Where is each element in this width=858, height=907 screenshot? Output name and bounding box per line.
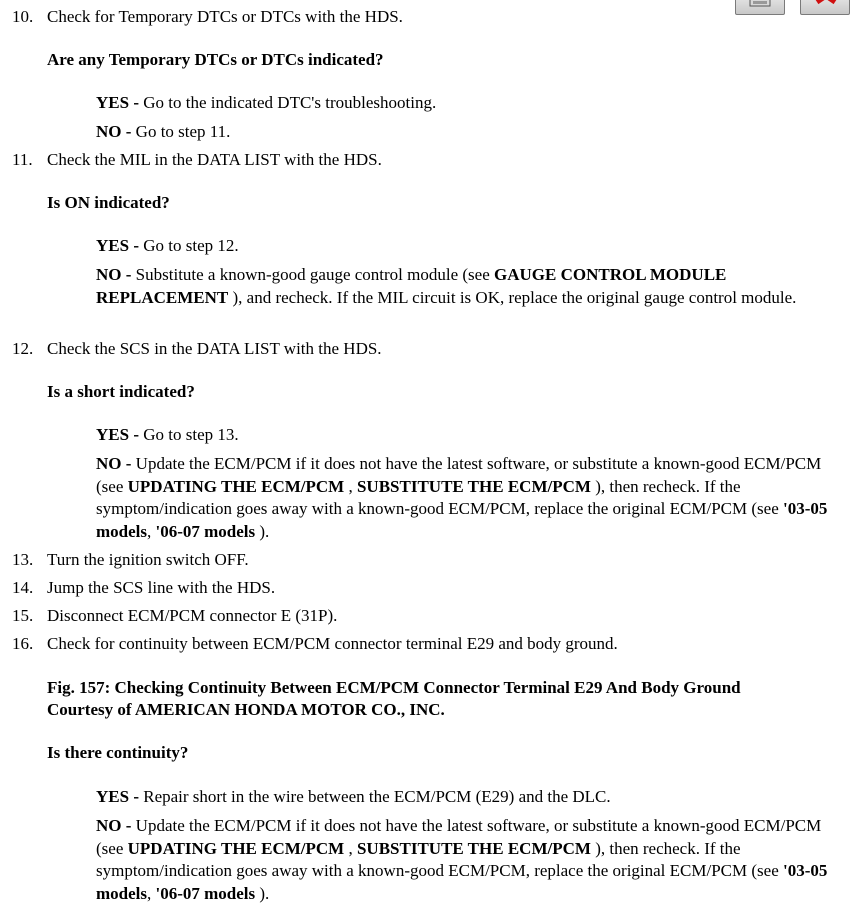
step-text: Jump the SCS line with the HDS.: [47, 578, 276, 597]
no-answer: NO - Go to step 11.: [96, 122, 231, 141]
step-question: Is ON indicated?: [47, 193, 170, 212]
figure-caption: Fig. 157: Checking Continuity Between ECM/PCM Connector Terminal E29 And Body Ground: [47, 678, 741, 697]
step-question: Is there continuity?: [47, 743, 189, 762]
figure-credit: Courtesy of AMERICAN HONDA MOTOR CO., INC.: [47, 700, 445, 719]
step-question: Are any Temporary DTCs or DTCs indicated?: [47, 50, 384, 69]
yes-answer: YES - Go to step 12.: [96, 236, 239, 255]
models-0607-link[interactable]: '06-07 models: [155, 521, 256, 541]
step-text: Check the SCS in the DATA LIST with the HDS.: [47, 339, 382, 358]
substitute-ecm-link[interactable]: SUBSTITUTE THE ECM/PCM: [356, 476, 591, 496]
updating-ecm-link[interactable]: UPDATING THE ECM/PCM: [127, 476, 345, 496]
no-answer: NO - Update the ECM/PCM if it does not have the latest software, or substitute a known-good ECM/PCM (see UPDATING THE ECM/PCM , SUBSTITUTE THE ECM/PCM ), then recheck. If the symptom/indication goes away with a known-good ECM/PCM, replace the original ECM/PCM (see '03-05 models, '06-07 models ).: [96, 816, 828, 903]
models-0607-link[interactable]: '06-07 models: [155, 883, 256, 903]
print-icon: [736, 0, 786, 16]
close-icon: [801, 0, 851, 16]
step-number: 13.: [12, 550, 34, 569]
step-text: Check the MIL in the DATA LIST with the HDS.: [47, 150, 382, 169]
updating-ecm-link[interactable]: UPDATING THE ECM/PCM: [127, 838, 345, 858]
gauge-module-link[interactable]: GAUGE CONTROL MODULE REPLACEMENT: [96, 265, 727, 307]
no-answer: NO - Update the ECM/PCM if it does not have the latest software, or substitute a known-good ECM/PCM (see UPDATING THE ECM/PCM , SUBSTITUTE THE ECM/PCM ), then recheck. If the symptom/indication goes away with a known-good ECM/PCM, replace the original ECM/PCM (see '03-05 models, '06-07 models ).: [96, 454, 828, 541]
step-text: Disconnect ECM/PCM connector E (31P).: [47, 606, 338, 625]
step-number: 12.: [12, 339, 34, 358]
yes-answer: YES - Repair short in the wire between the ECM/PCM (E29) and the DLC.: [96, 787, 611, 806]
print-button[interactable]: [735, 0, 785, 15]
step-text: Turn the ignition switch OFF.: [47, 550, 249, 569]
step-text: Check for Temporary DTCs or DTCs with the HDS.: [47, 7, 403, 26]
step-number: 15.: [12, 606, 34, 625]
no-answer: NO - Substitute a known-good gauge control module (see GAUGE CONTROL MODULE REPLACEMENT ), and recheck. If the MIL circuit is OK, replace the original gauge control module.: [96, 265, 797, 307]
step-text: Check for continuity between ECM/PCM connector terminal E29 and body ground.: [47, 634, 618, 653]
yes-answer: YES - Go to the indicated DTC's troubleshooting.: [96, 93, 437, 112]
step-number: 14.: [12, 578, 34, 597]
substitute-ecm-link[interactable]: SUBSTITUTE THE ECM/PCM: [356, 838, 591, 858]
step-number: 10.: [12, 7, 34, 26]
yes-answer: YES - Go to step 13.: [96, 425, 239, 444]
models-0305-link[interactable]: '03-05 models: [96, 861, 828, 903]
step-number: 16.: [12, 634, 34, 653]
step-number: 11.: [12, 150, 33, 169]
step-question: Is a short indicated?: [47, 382, 195, 401]
close-button[interactable]: [800, 0, 850, 15]
models-0305-link[interactable]: '03-05 models: [96, 499, 828, 541]
